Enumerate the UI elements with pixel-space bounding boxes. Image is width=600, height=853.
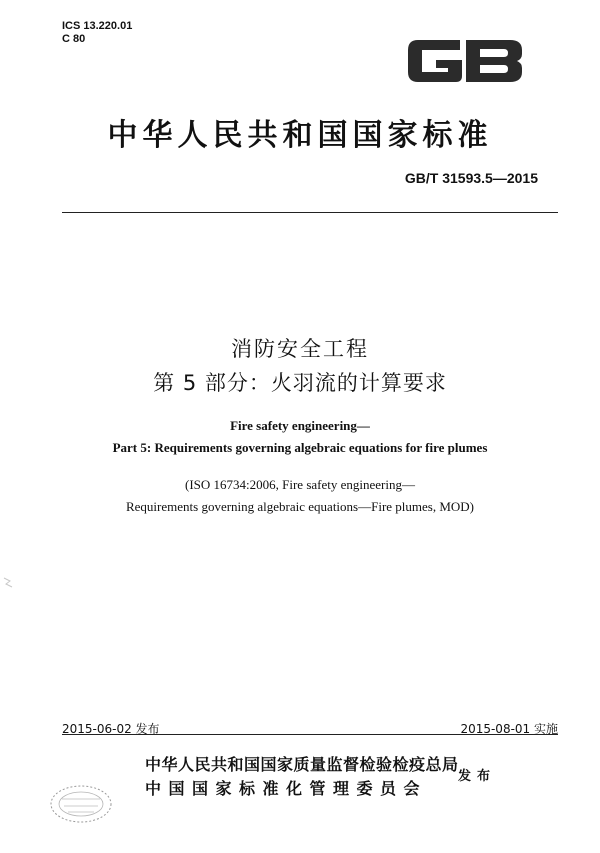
stamp-inner [59,792,103,816]
standard-number: GB/T 31593.5—2015 [404,170,538,186]
stamp-outline [51,786,111,822]
gb-logo-letter-g [408,40,462,82]
iso-equivalence-line1: (ISO 16734:2006, Fire safety engineering— [185,477,415,492]
ics-code: ICS 13.220.01 [62,20,133,32]
ccs-code: C 80 [62,33,86,45]
implementation-date: 2015-08-01 实施 [460,722,558,736]
issuer-aqsiq: 中华人民共和国国家质量监督检验检疫总局 [145,755,459,774]
issuer-sac: 中国国家标准化管理委员会 [145,779,428,798]
title-chinese-part: 第 5 部分：火羽流的计算要求 [153,371,447,395]
header-divider [62,212,558,213]
title-chinese-main: 消防安全工程 [231,337,369,361]
publish-label: 发布 [458,769,497,784]
footer-divider [62,734,558,735]
watermark-stamp-icon [48,782,114,826]
gb-logo-letter-b [466,40,522,82]
title-english-main: Fire safety engineering— [230,418,370,433]
gb-logo-icon [404,34,526,88]
classification-codes [62,20,132,46]
scan-mark-icon [2,575,16,589]
iso-equivalence-line2: Requirements governing algebraic equations—Fire plumes, MOD) [125,499,475,514]
issue-date: 2015-06-02 发布 [62,722,160,736]
country-standard-title: 中华人民共和国国家标准 [107,118,493,153]
title-english-part: Part 5: Requirements governing algebraic equations for fire plumes [112,440,488,455]
scan-mark-stroke [4,578,12,587]
